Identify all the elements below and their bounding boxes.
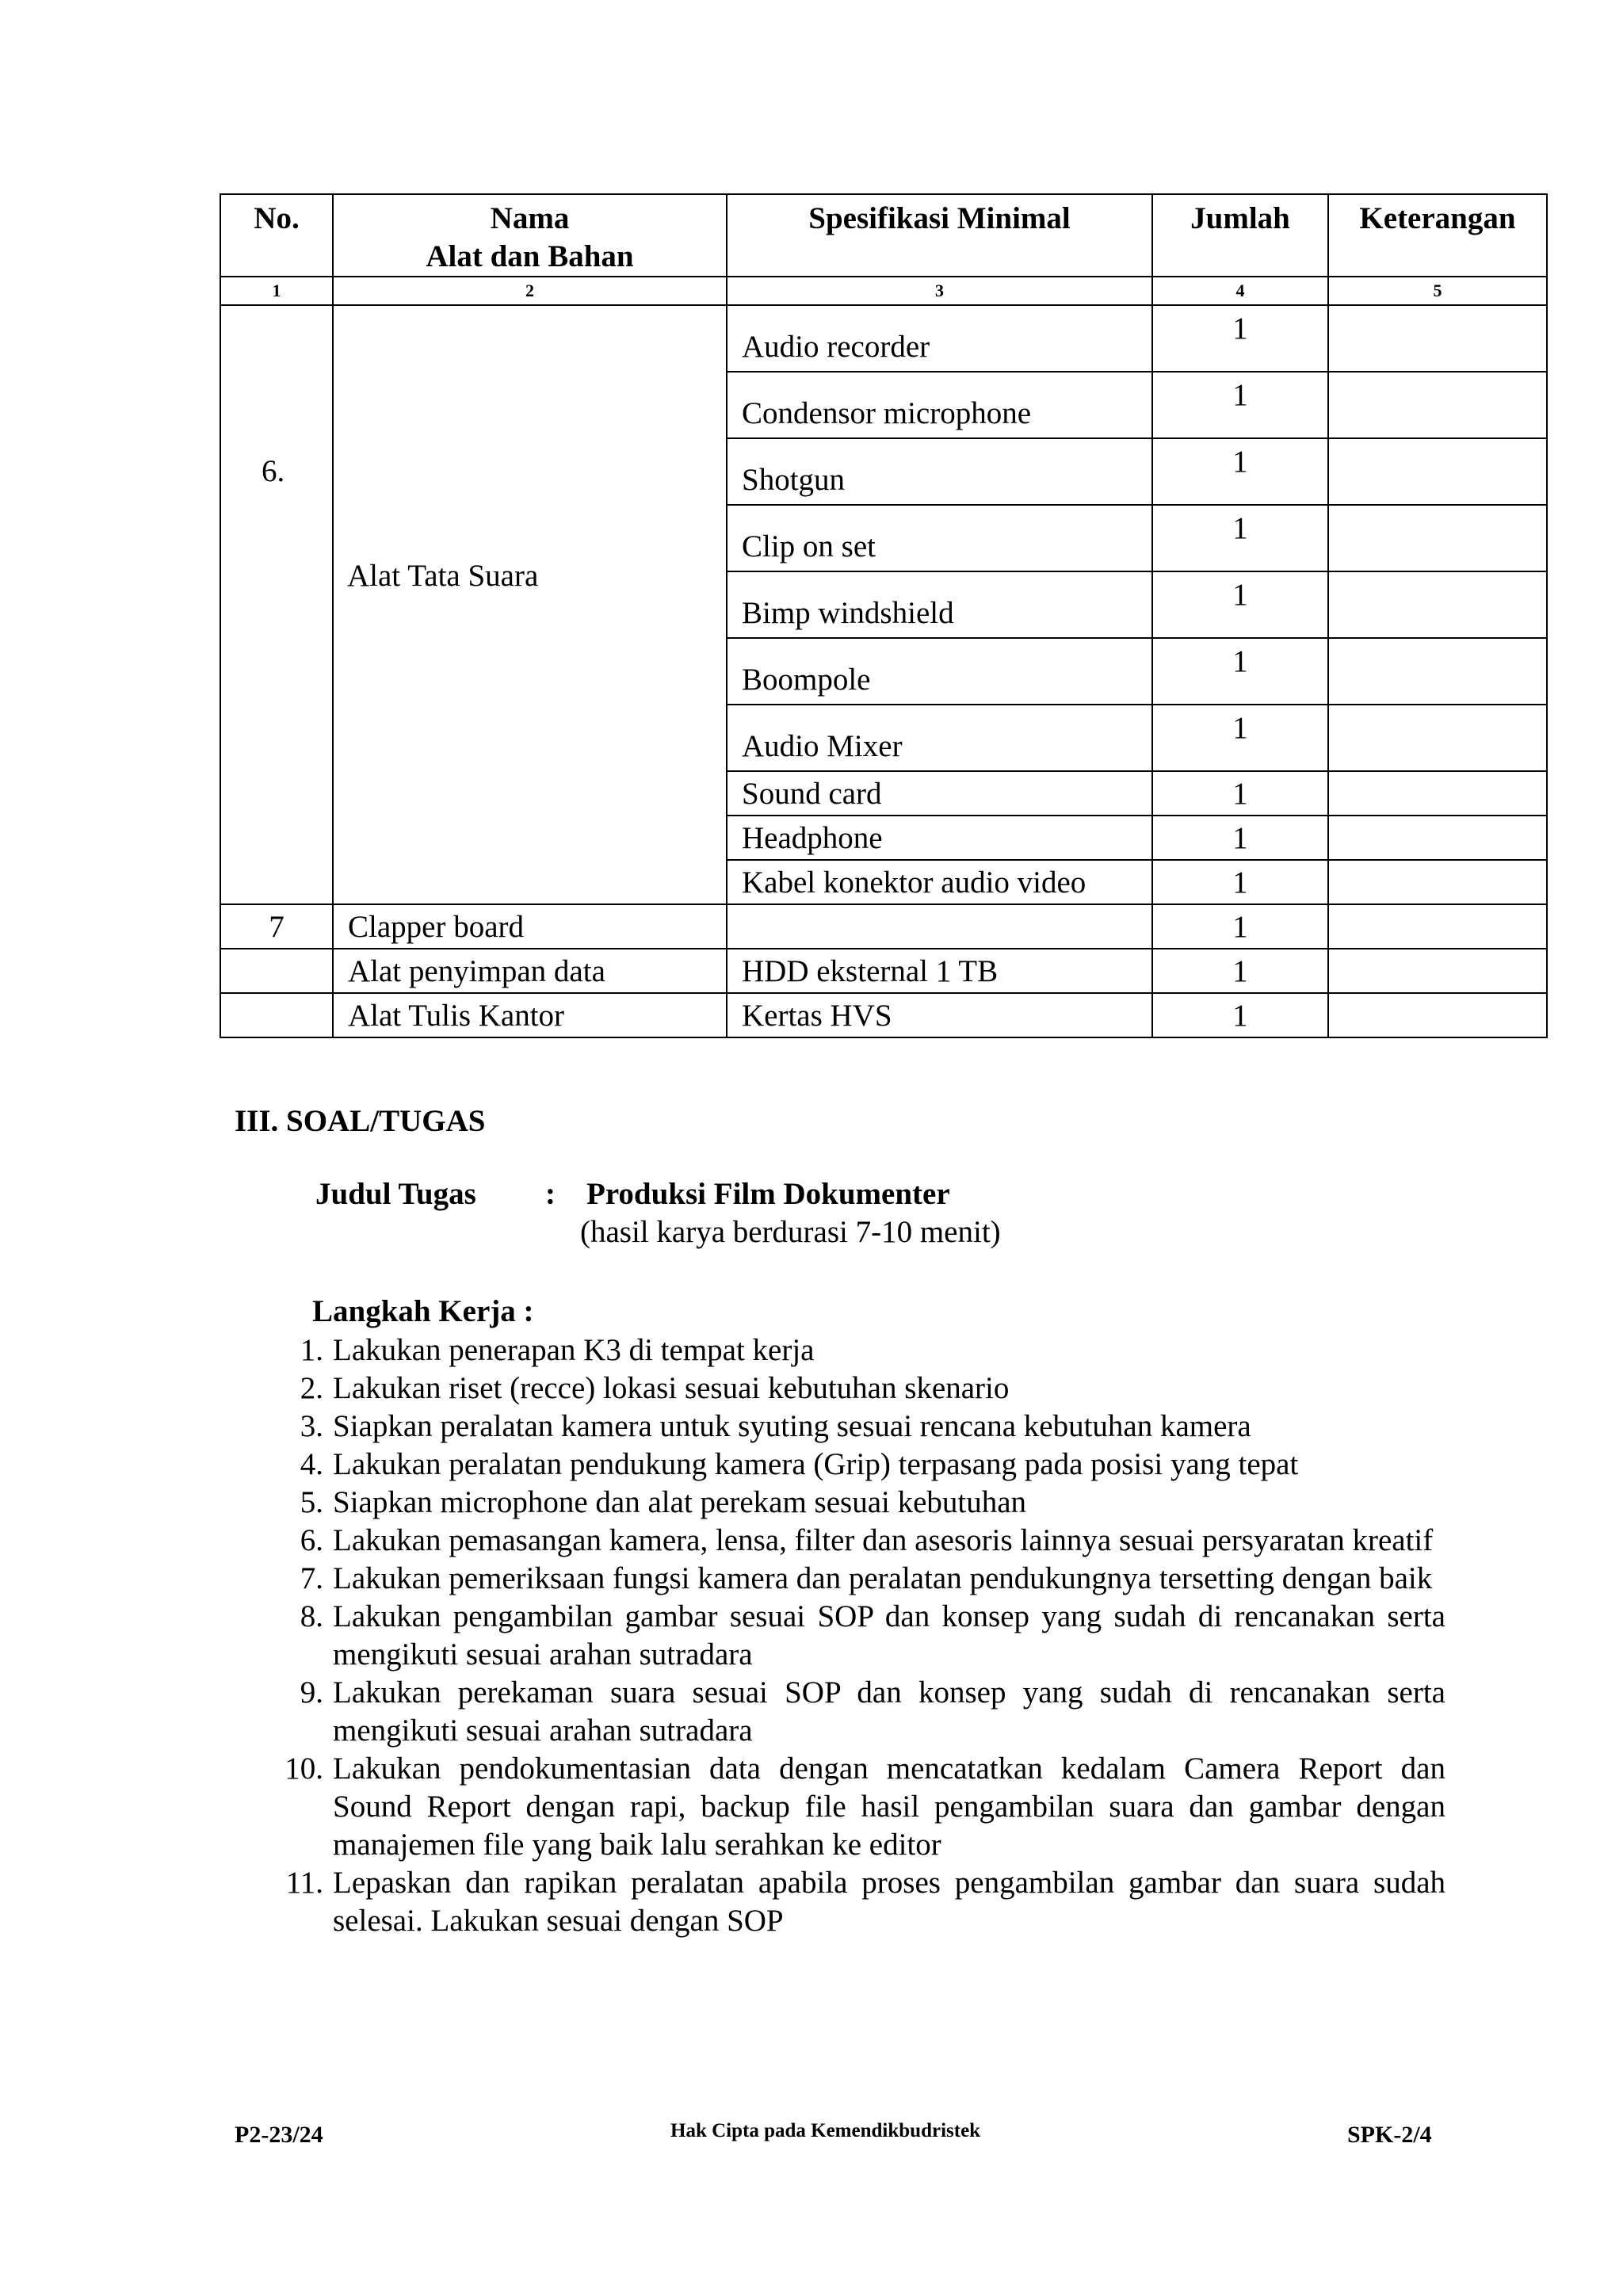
- step-text: Siapkan microphone dan alat perekam sesuai kebutuhan: [333, 1485, 1027, 1519]
- step-number: 11.: [285, 1866, 323, 1900]
- note-cell: [1328, 860, 1547, 904]
- step-number: 1.: [300, 1333, 323, 1367]
- header-note: Keterangan: [1328, 194, 1547, 277]
- spec-cell: Sound card: [727, 771, 1152, 816]
- table-row: [220, 949, 1547, 993]
- qty-cell: 1: [1152, 816, 1328, 860]
- equipment-table: [220, 193, 1548, 1038]
- qty-cell: 1: [1152, 571, 1328, 638]
- no-cell: 7: [220, 904, 333, 949]
- spec-cell: Audio Mixer: [727, 705, 1152, 771]
- spec-cell: Boompole: [727, 638, 1152, 705]
- step-number: 7.: [300, 1561, 323, 1595]
- note-cell: [1328, 904, 1547, 949]
- list-item: [285, 1446, 1445, 1484]
- list-item: [285, 1750, 1445, 1864]
- note-cell: [1328, 771, 1547, 816]
- group-name: Alat Tata Suara: [347, 559, 539, 593]
- no-cell: [220, 993, 333, 1037]
- index-cell: 3: [727, 277, 1152, 305]
- step-text: Lakukan peralatan pendukung kamera (Grip) terpasang pada posisi yang tepat: [333, 1447, 1299, 1481]
- header-name: Nama Alat dan Bahan: [333, 194, 727, 277]
- index-cell: 1: [220, 277, 333, 305]
- step-number: 8.: [300, 1599, 323, 1633]
- list-item: [285, 1674, 1445, 1750]
- spec-cell: HDD eksternal 1 TB: [727, 949, 1152, 993]
- table-index-row: [220, 277, 1547, 305]
- step-text: Lakukan pemasangan kamera, lensa, filter dan asesoris lainnya sesuai persyaratan kreatif: [333, 1523, 1434, 1557]
- task-subtitle: (hasil karya berdurasi 7-10 menit): [580, 1215, 1001, 1249]
- list-item: [285, 1522, 1445, 1560]
- name-cell: Alat Tulis Kantor: [333, 993, 727, 1037]
- note-cell: [1328, 571, 1547, 638]
- note-cell: [1328, 705, 1547, 771]
- index-cell: 4: [1152, 277, 1328, 305]
- header-qty: Jumlah: [1152, 194, 1328, 277]
- section-title: III. SOAL/TUGAS: [235, 1104, 486, 1138]
- qty-cell: 1: [1152, 638, 1328, 705]
- steps-label: Langkah Kerja :: [312, 1294, 534, 1328]
- list-item: [285, 1484, 1445, 1522]
- table-header-row: [220, 194, 1547, 277]
- step-number: 10.: [285, 1752, 323, 1786]
- note-cell: [1328, 993, 1547, 1037]
- spec-cell: Clip on set: [727, 505, 1152, 571]
- spec-cell: Headphone: [727, 816, 1152, 860]
- step-text: Lakukan pendokumentasian data dengan mencatatkan kedalam Camera Report dan Sound Report dengan rapi, backup file hasil pengambilan suara dan gambar dengan manajemen file yang baik lalu serahkan ke editor: [333, 1752, 1445, 1862]
- step-number: 4.: [300, 1447, 323, 1481]
- footer-right: SPK-2/4: [1347, 2122, 1432, 2148]
- index-cell: 2: [333, 277, 727, 305]
- step-number: 2.: [300, 1371, 323, 1405]
- step-number: 5.: [300, 1485, 323, 1519]
- table-row: [220, 904, 1547, 949]
- list-item: [285, 1331, 1445, 1370]
- step-text: Lepaskan dan rapikan peralatan apabila proses pengambilan gambar dan suara sudah selesai. Lakukan sesuai dengan SOP: [333, 1866, 1445, 1938]
- spec-cell: Shotgun: [727, 438, 1152, 505]
- note-cell: [1328, 949, 1547, 993]
- index-cell: 5: [1328, 277, 1547, 305]
- step-number: 3.: [300, 1409, 323, 1443]
- qty-cell: 1: [1152, 771, 1328, 816]
- list-item: [285, 1370, 1445, 1408]
- note-cell: [1328, 638, 1547, 705]
- header-spec: Spesifikasi Minimal: [727, 194, 1152, 277]
- note-cell: [1328, 372, 1547, 438]
- qty-cell: 1: [1152, 949, 1328, 993]
- no-cell: [220, 949, 333, 993]
- group-no-cell: [220, 305, 333, 904]
- step-number: 6.: [300, 1523, 323, 1557]
- qty-cell: 1: [1152, 904, 1328, 949]
- list-item: [285, 1560, 1445, 1598]
- qty-cell: 1: [1152, 438, 1328, 505]
- step-text: Lakukan pengambilan gambar sesuai SOP dan konsep yang sudah di rencanakan serta mengikuti sesuai arahan sutradara: [333, 1599, 1445, 1671]
- spec-cell: [727, 904, 1152, 949]
- qty-cell: 1: [1152, 705, 1328, 771]
- footer-left: P2-23/24: [235, 2122, 323, 2148]
- list-item: [285, 1408, 1445, 1446]
- spec-cell: Kabel konektor audio video: [727, 860, 1152, 904]
- step-text: Siapkan peralatan kamera untuk syuting sesuai rencana kebutuhan kamera: [333, 1409, 1251, 1443]
- table-row: [220, 993, 1547, 1037]
- group-name-cell: [333, 305, 727, 904]
- qty-cell: 1: [1152, 372, 1328, 438]
- note-cell: [1328, 438, 1547, 505]
- qty-cell: 1: [1152, 505, 1328, 571]
- steps-list: [285, 1331, 1445, 1940]
- group-number: 6.: [262, 454, 285, 488]
- step-text: Lakukan penerapan K3 di tempat kerja: [333, 1333, 815, 1367]
- spec-cell: Condensor microphone: [727, 372, 1152, 438]
- header-no: No.: [220, 194, 333, 277]
- spec-cell: Bimp windshield: [727, 571, 1152, 638]
- qty-cell: 1: [1152, 993, 1328, 1037]
- list-item: [285, 1864, 1445, 1940]
- list-item: [285, 1598, 1445, 1674]
- qty-cell: 1: [1152, 305, 1328, 372]
- step-text: Lakukan perekaman suara sesuai SOP dan konsep yang sudah di rencanakan serta mengikuti sesuai arahan sutradara: [333, 1675, 1445, 1748]
- name-cell: Clapper board: [333, 904, 727, 949]
- name-cell: Alat penyimpan data: [333, 949, 727, 993]
- qty-cell: 1: [1152, 860, 1328, 904]
- task-label: Judul Tugas: [315, 1177, 476, 1211]
- note-cell: [1328, 505, 1547, 571]
- step-number: 9.: [300, 1675, 323, 1710]
- task-colon: :: [545, 1177, 556, 1211]
- task-title: Produksi Film Dokumenter: [586, 1177, 950, 1211]
- note-cell: [1328, 816, 1547, 860]
- step-text: Lakukan pemeriksaan fungsi kamera dan peralatan pendukungnya tersetting dengan baik: [333, 1561, 1433, 1595]
- spec-cell: Audio recorder: [727, 305, 1152, 372]
- spec-cell: Kertas HVS: [727, 993, 1152, 1037]
- step-text: Lakukan riset (recce) lokasi sesuai kebutuhan skenario: [333, 1371, 1010, 1405]
- footer-center: Hak Cipta pada Kemendikbudristek: [670, 2120, 981, 2141]
- note-cell: [1328, 305, 1547, 372]
- table-row: [220, 305, 1547, 372]
